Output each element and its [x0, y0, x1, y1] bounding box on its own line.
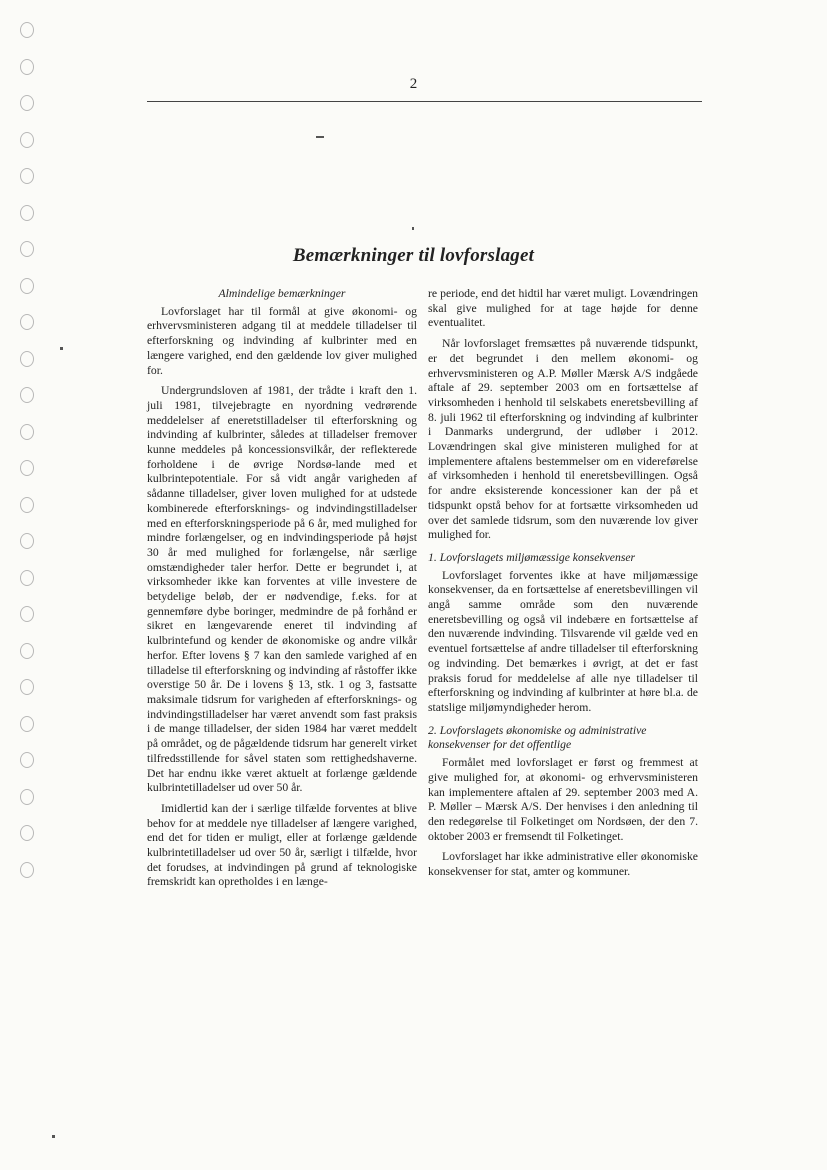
- header-rule: [147, 101, 702, 102]
- paragraph: Lovforslaget har ikke administrative eller økonomiske konsekvenser for stat, amter og kommuner.: [428, 850, 698, 879]
- section-heading-general: Almindelige bemærkninger: [218, 287, 346, 300]
- scan-speck: [52, 1135, 55, 1138]
- paragraph: Lovforslaget forventes ikke at have miljømæssige konsekvenser, da en fortsættelse af eneretsbevillingen vil angå samme område som den nuværende eneretsbevilling og også vil indebære en fortsættelse af den nuværende indvinding. Tilsvarende vil gælde ved en eventuel fortsættelse af andre tilladelser til efterforskning og indvinding. Det bemærkes i øvrigt, at det er fast praksis forud for meddelelse af alle nye tilladelser til efterforskning og indvinding af kulbrinter at høre bl.a. de statslige miljømyndigheder herom.: [428, 568, 698, 714]
- binder-hole: [20, 351, 34, 367]
- binder-holes: [20, 22, 40, 898]
- binder-hole: [20, 825, 34, 841]
- binder-hole: [20, 716, 34, 732]
- paragraph: Når lovforslaget fremsættes på nuværende tidspunkt, er det begrundet i den mellem økonomi- og erhvervsministeren og A.P. Møller Mærsk A/S indgåede aftale af 29. september 2003 om en fortsættelse af virksomheden i henhold til selskabets eneretsbevilling af 8. juli 1962 til efterforskning og indvinding af kulbrinter i Danmarks undergrund, der udløber i 2012. Lovændringen skal give ministeren mulighed for at implementere aftalens bestemmelser om en videreførelse af virksomheden i henhold til eneretsbevillingen. Også for andre eksisterende koncessioner kan der på et tidspunkt opstå behov for at fortsætte virksomheden ud over det samlede tidsrum, som den nuværende lov giver mulighed for.: [428, 337, 698, 542]
- binder-hole: [20, 278, 34, 294]
- paragraph: Imidlertid kan der i særlige tilfælde forventes at blive behov for at meddele nye tilladelser af længere varighed, end det for tiden er muligt, eller at forlænge gældende kulbrintetilladelser ud over 50 år, særligt i tilfælde, hvor det forudses, at indvindingen på grund af teknologiske fremskridt kan opretholdes i en længe-: [147, 801, 417, 889]
- binder-hole: [20, 387, 34, 403]
- document-title: Bemærkninger til lovforslaget: [292, 244, 535, 266]
- scan-speck: [316, 136, 324, 138]
- left-column: [147, 287, 417, 896]
- binder-hole: [20, 643, 34, 659]
- binder-hole: [20, 752, 34, 768]
- binder-hole: [20, 95, 34, 111]
- binder-hole: [20, 424, 34, 440]
- binder-hole: [20, 679, 34, 695]
- binder-hole: [20, 314, 34, 330]
- right-column: [428, 287, 698, 886]
- section-heading-economic: 2. Lovforslagets økonomiske og administrative konsekvenser for det offentlige: [428, 723, 647, 752]
- binder-hole: [20, 168, 34, 184]
- binder-hole: [20, 132, 34, 148]
- binder-hole: [20, 460, 34, 476]
- paragraph: Undergrundsloven af 1981, der trådte i kraft den 1. juli 1981, tilvejebragte en nyordning vedrørende meddelelser af eneretstilladelser til efterforskning og indvinding af kulbrinter, således at tilladelser fremover kunne meddeles på koncessionsvilkår, der reflekterede forholdene i de øvrige Nordsø-lande med et kulbrintepotentiale. For så vidt angår varigheden af sådanne tilladelser, giver loven mulighed for at udstede kombinerede efterforsknings- og indvindingstilladelser med en efterforskningsperiode på 6 år, med mulighed for mindre forlængelser, og en indvindingsperiode på højst 30 år med mulighed for forlængelse, når særlige omstændigheder taler herfor. Dette er begrundet i, at virksomheder ikke kan forventes at ville investere de betydelige beløb, der er nødvendige, f.eks. for at gennemføre dybe boringer, medmindre de på forhånd er sikret en længevarende eneret til indvinding af kulbrintefund og kender de økonomiske og andre vilkår herfor. Efter lovens § 7 kan den samlede varighed af en tilladelse til efterforskning og indvinding af råstoffer ikke overstige 50 år. De i lovens § 13, stk. 1 og 3, fastsatte maksimale tidsrum for varigheden af efterforsknings- og indvindingstilladelser har været anvendt som fast praksis i de mange tilladelser, der siden 1984 har været meddelt på området, og de pågældende tidsrum har generelt virket tilfredsstillende for såvel staten som rettighedshaverne. Det har endnu ikke været aktuelt at forlænge gældende kulbrintetilladelser ud over 50 år.: [147, 384, 417, 795]
- scan-speck: [412, 227, 414, 230]
- paragraph: Lovforslaget har til formål at give økonomi- og erhvervsministeren adgang til at meddele tilladelser til efterforskning og indvinding af kulbrinter med en længere varighed, end den gældende lov giver mulighed for.: [147, 304, 417, 377]
- binder-hole: [20, 205, 34, 221]
- binder-hole: [20, 570, 34, 586]
- section-heading-environment: 1. Lovforslagets miljømæssige konsekvenser: [428, 550, 636, 564]
- binder-hole: [20, 606, 34, 622]
- binder-hole: [20, 789, 34, 805]
- binder-hole: [20, 59, 34, 75]
- paragraph-continued: re periode, end det hidtil har været muligt. Lovændringen skal give mulighed for at tage højde for denne eventualitet.: [428, 287, 698, 330]
- binder-hole: [20, 533, 34, 549]
- page-number: 2: [409, 76, 418, 92]
- scan-speck: [60, 347, 63, 350]
- binder-hole: [20, 862, 34, 878]
- binder-hole: [20, 22, 34, 38]
- binder-hole: [20, 497, 34, 513]
- paragraph: Formålet med lovforslaget er først og fremmest at give mulighed for, at økonomi- og erhvervsministeren kan implementere aftalen af 29. september 2003 med A. P. Møller – Mærsk A/S. Der henvises i den anledning til den redegørelse til Folketinget om Nordsøen, der den 7. oktober 2003 er fremsendt til Folketinget.: [428, 756, 698, 843]
